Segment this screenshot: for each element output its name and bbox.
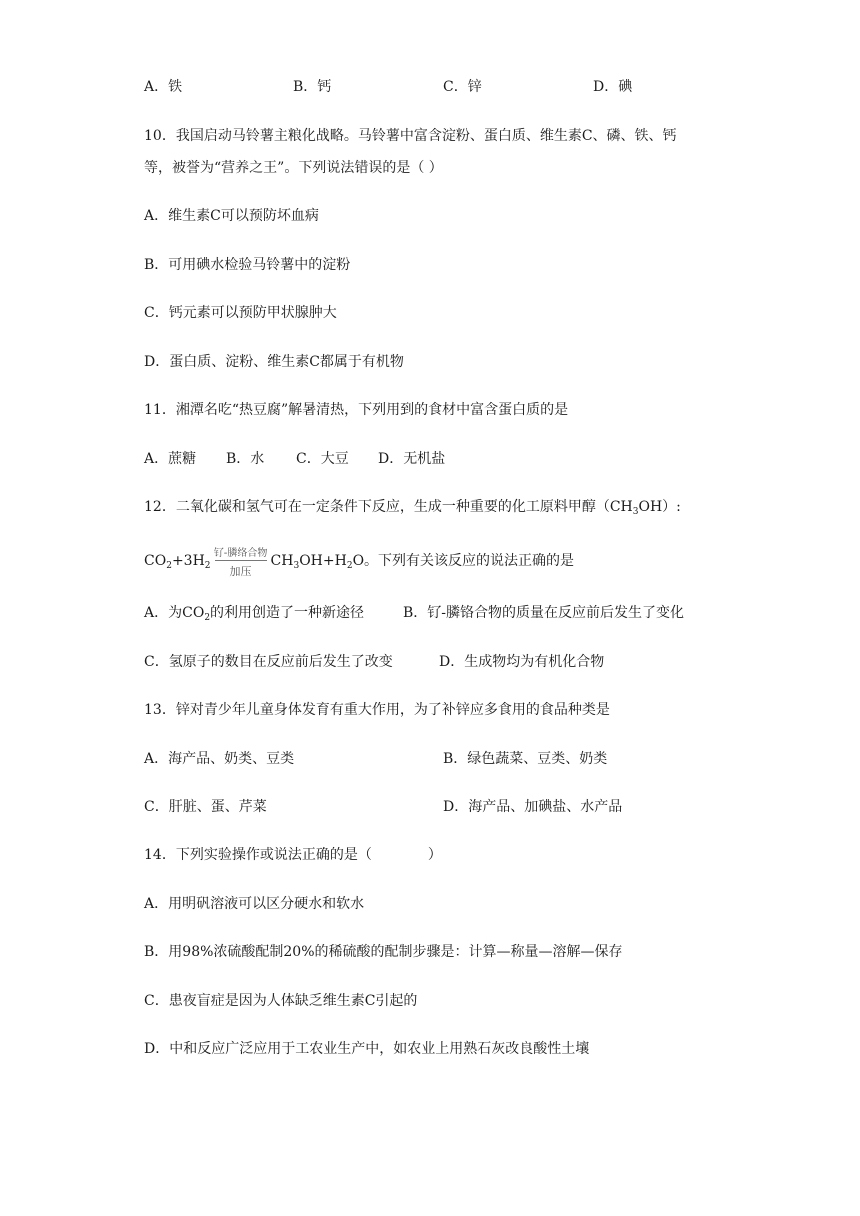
q12-stem: 12．二氧化碳和氢气可在一定条件下反应，生成一种重要的化工原料甲醇$(CH_3OH)$:: [144, 499, 681, 517]
q9-option-c: C．锌: [443, 79, 482, 95]
q10-option-d: D．蛋白质、淀粉、维生素C都属于有机物: [144, 354, 404, 370]
q10-option-b: B．可用碘水检验马铃薯中的淀粉: [144, 257, 351, 273]
q11-stem: 11．湘潭名吃“热豆腐”解暑清热，下列用到的食材中富含蛋白质的是: [144, 402, 569, 418]
q9-option-d: D．碘: [593, 79, 633, 95]
q10-option-a: A．维生素C可以预防坏血病: [144, 208, 319, 224]
q13-option-d: D．海产品、加碘盐、水产品: [443, 799, 623, 815]
q12-option-d: D．生成物均为有机化合物: [439, 654, 605, 670]
q14-option-a: A．用明矾溶液可以区分硬水和软水: [144, 896, 365, 912]
q13-option-c: C．肝脏、蛋、芹菜: [144, 799, 267, 815]
reaction-condition-arrow: [213, 546, 269, 576]
q10-option-c: C．钙元素可以预防甲状腺肿大: [144, 305, 337, 321]
reaction-pressure-label: 加压: [229, 565, 252, 578]
q12-equation: $CO_2+3H_2$ 钌-膦络合物 加压 $CH_3OH+H_2O$。下列有关该反应的说法正确的是: [144, 546, 574, 576]
q11-option-c: C．大豆: [296, 451, 349, 467]
q11-option-d: D．无机盐: [378, 451, 446, 467]
q9-option-b: B．钙: [293, 79, 332, 95]
q9-option-a: A．铁: [144, 79, 183, 95]
q10-stem-line1: 10．我国启动马铃薯主粮化战略。马铃薯中富含淀粉、蛋白质、维生素C、磷、铁、钙: [144, 128, 677, 144]
q14-option-c: C．患夜盲症是因为人体缺乏维生素C引起的: [144, 993, 418, 1009]
q10-stem-line2: 等，被誉为“营养之王”。下列说法错误的是（ ）: [144, 160, 443, 176]
q13-option-a: A．海产品、奶类、豆类: [144, 751, 295, 767]
reaction-catalyst-label: 钌-膦络合物: [213, 548, 268, 559]
reaction-arrow-line: [215, 560, 267, 561]
q14-stem: 14．下列实验操作或说法正确的是（ ）: [144, 847, 442, 863]
q11-option-b: B．水: [226, 451, 265, 467]
q12-option-a: A．为$CO_2$的利用创造了一种新途径: [144, 605, 365, 623]
q12-option-c: C．氢原子的数目在反应前后发生了改变: [144, 654, 393, 670]
q14-option-d: D．中和反应广泛应用于工农业生产中，如农业上用熟石灰改良酸性土壤: [144, 1041, 590, 1057]
q11-option-a: A．蔗糖: [144, 451, 197, 467]
q14-option-b: B．用98%浓硫酸配制20%的稀硫酸的配制步骤是：计算—称量—溶解—保存: [144, 944, 623, 960]
q13-stem: 13．锌对青少年儿童身体发育有重大作用，为了补锌应多食用的食品种类是: [144, 702, 610, 718]
q13-option-b: B．绿色蔬菜、豆类、奶类: [443, 751, 608, 767]
q12-option-b: B．钌-膦铬合物的质量在反应前后发生了变化: [403, 605, 685, 621]
